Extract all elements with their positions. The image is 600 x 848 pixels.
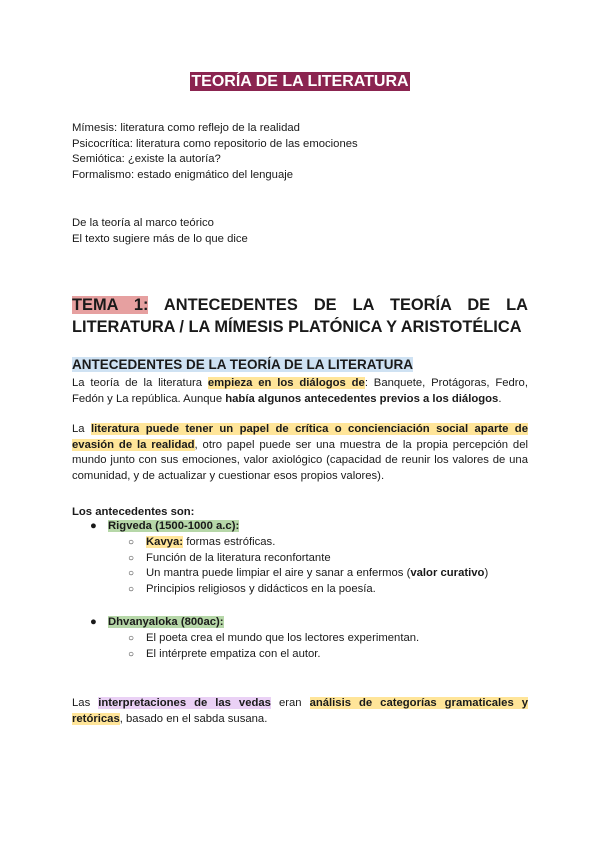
tema-heading-rest: ANTECEDENTES DE LA TEORÍA DE LA xyxy=(148,296,528,314)
p1-text: . xyxy=(498,392,502,405)
sublist-item xyxy=(128,535,488,551)
antecedentes-title: Los antecedentes son: xyxy=(72,506,195,518)
dhvanyaloka-label: Dhvanyaloka (800ac): xyxy=(108,616,224,628)
sublist-text: formas estróficas. xyxy=(183,535,276,548)
paragraph-vedas xyxy=(72,696,528,727)
p2-highlight: literatura xyxy=(90,423,140,435)
document-title xyxy=(0,72,600,92)
tema-heading-line1 xyxy=(72,294,528,316)
tema-heading-line2: LITERATURA / LA MÍMESIS PLATÓNICA Y ARISTOTÉLICA xyxy=(72,318,522,336)
sublist-item xyxy=(128,631,419,647)
sublist-text: ) xyxy=(484,567,489,580)
rigveda-label: Rigveda (1500-1000 a.c): xyxy=(108,520,240,532)
intro-list xyxy=(72,121,528,183)
p2-text: La xyxy=(72,423,91,435)
tema-heading xyxy=(72,294,528,338)
p1-bold: había algunos antecedentes previos a los diálogos xyxy=(225,392,499,405)
bullet-dhvanyaloka xyxy=(90,615,419,662)
p3-text: Las xyxy=(72,697,99,709)
intro-note: El texto sugiere más de lo que dice xyxy=(72,232,248,245)
bullet-dot: ● xyxy=(90,616,97,628)
circle-bullet: ○ xyxy=(128,584,135,596)
circle-bullet: ○ xyxy=(128,648,135,660)
sublist-bold: valor curativo xyxy=(410,567,485,580)
p3-highlight: interpretaciones de las vedas xyxy=(98,697,271,709)
circle-bullet: ○ xyxy=(128,552,135,564)
tema-label: TEMA 1: xyxy=(72,296,149,314)
sublist-item xyxy=(128,566,488,582)
p3-text: eran xyxy=(270,697,310,709)
p2-text: , otro papel puede ser una muestra de la propia percepción del mundo junto con sus emociones, valor axiológico (capacidad de reunir los valores de una comunidad, y de actualizar y cuestionar esos propios valores). xyxy=(72,438,528,482)
sublist-item xyxy=(128,551,488,567)
paragraph-papel-literatura xyxy=(72,422,528,484)
intro-line: Psicocrítica: literatura como repositorio de las emociones xyxy=(72,137,358,150)
sublist-text: El poeta crea el mundo que los lectores experimentan. xyxy=(146,631,420,644)
sublist-item xyxy=(128,582,488,598)
subheading-text: ANTECEDENTES DE LA TEORÍA DE LA LITERATURA xyxy=(72,357,414,372)
intro-line: Mímesis: literatura como reflejo de la realidad xyxy=(72,122,300,134)
p1-text: : Banquete, Protágoras, Fedro, Fedón y La república. Aunque xyxy=(72,377,528,405)
kavya-term: Kavya: xyxy=(146,535,184,548)
p3-text: , basado en el sabda susana. xyxy=(119,712,268,725)
sublist-text: Función de la literatura reconfortante xyxy=(146,551,331,564)
circle-bullet: ○ xyxy=(128,536,135,548)
rigveda-sublist xyxy=(128,535,488,598)
sublist-item xyxy=(128,647,419,663)
paragraph-dialogos xyxy=(72,376,528,407)
p3-highlight: análisis de categorías gramaticales y retóricas xyxy=(72,697,529,725)
circle-bullet: ○ xyxy=(128,632,135,644)
bullet-dhvanyaloka-label xyxy=(90,615,419,631)
p2-highlight: puede tener un papel de crítica o concienciación social aparte de evasión de la realidad xyxy=(72,423,528,451)
dhvanyaloka-sublist xyxy=(128,631,419,663)
sublist-text: Un mantra puede limpiar el aire y sanar a enfermos ( xyxy=(146,567,411,580)
section-subheading xyxy=(72,356,413,374)
intro-note: De la teoría al marco teórico xyxy=(72,217,214,229)
intro-line: Semiótica: ¿existe la autoría? xyxy=(72,153,221,165)
p1-text: La teoría de la literatura xyxy=(72,377,208,389)
sublist-text: Principios religiosos y didácticos en la poesía. xyxy=(146,583,376,596)
intro-notes xyxy=(72,216,528,247)
p1-highlight: empieza en los diálogos de xyxy=(207,377,365,389)
bullet-dot: ● xyxy=(90,520,97,532)
circle-bullet: ○ xyxy=(128,568,135,580)
title-text: TEORÍA DE LA LITERATURA xyxy=(191,73,409,90)
bullet-rigveda xyxy=(90,519,488,598)
sublist-text: El intérprete empatiza con el autor. xyxy=(146,647,321,660)
intro-line: Formalismo: estado enigmático del lenguaje xyxy=(72,168,294,181)
bullet-rigveda-label xyxy=(90,519,488,535)
